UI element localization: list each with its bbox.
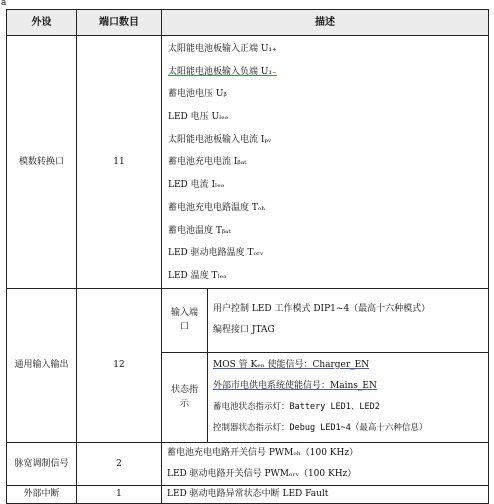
- header-description: 描述: [162, 10, 489, 36]
- adc-item: LED 驱动电路温度 Tₒᵣᵥ: [168, 248, 264, 259]
- adc-count: 11: [77, 36, 162, 289]
- table-row-irq: [7, 485, 489, 503]
- adc-item: 蓄电池充电电路温度 Tₒₕ: [168, 202, 266, 213]
- gpio-input-description: [208, 288, 489, 352]
- adc-item: LED 电压 Uₗₑₔ: [168, 112, 229, 123]
- header-peripheral: 外设: [7, 10, 77, 36]
- irq-name: 外部中断: [7, 485, 77, 503]
- gpio-input-item: 用户控制 LED 工作模式 DIP1~4（最高十六种模式）: [213, 304, 431, 315]
- header-port-count: 端口数目: [77, 10, 162, 36]
- gpio-status-description: [208, 352, 489, 442]
- gpio-status-label: 状态指示: [162, 352, 208, 442]
- pwm-item: 蓄电池充电电路开关信号 PWMₒₕ（100 KHz）: [167, 447, 359, 458]
- adc-name: 模数转换口: [7, 36, 77, 289]
- pwm-description: [162, 442, 489, 485]
- adc-item: 太阳能电池板输入负端 U₁₋: [168, 66, 277, 77]
- gpio-input-label: 输入端口: [162, 288, 208, 352]
- gpio-status-item: 蓄电池状态指示灯：Battery LED1、LED2: [213, 402, 380, 413]
- adc-description: [162, 36, 489, 289]
- gpio-count: 12: [77, 288, 162, 442]
- corner-mark: a: [1, 0, 7, 8]
- adc-item: LED 温度 Tₗₑₔ: [168, 270, 227, 281]
- gpio-status-item: MOS 管 Kₑₙ 使能信号：Charger_EN: [213, 360, 370, 371]
- adc-item: 蓄电池充电电流 Iᵦₐₜ: [168, 157, 247, 168]
- adc-item: 蓄电池电压 Uᵦ: [168, 89, 227, 100]
- pwm-count: 2: [77, 442, 162, 485]
- gpio-name: 通用输入输出: [7, 288, 77, 442]
- adc-item: 太阳能电池板输入正端 U₁₊: [168, 44, 277, 54]
- gpio-status-item: 外部市电供电系统使能信号：Mains_EN: [213, 381, 377, 392]
- irq-description: [162, 485, 489, 503]
- pwm-item: LED 驱动电路开关信号 PWMₒᵣᵥ（100 KHz）: [167, 468, 357, 479]
- adc-item: 蓄电池温度 Tᵦₐₜ: [168, 225, 231, 236]
- table-row-adc: [7, 36, 489, 289]
- adc-item: 太阳能电池板输入电流 Iₚᵥ: [168, 134, 272, 145]
- pwm-name: 脉宽调制信号: [7, 442, 77, 485]
- gpio-status-item: 控制器状态指示灯：Debug LED1~4（最高十六种信息）: [213, 423, 428, 434]
- irq-item: LED 驱动电路异常状态中断 LED Fault: [167, 489, 329, 500]
- table-row-pwm: [7, 442, 489, 485]
- irq-count: 1: [77, 485, 162, 503]
- table-row-gpio-input: [7, 288, 489, 352]
- table-header-row: [7, 10, 489, 36]
- adc-item: LED 电流 Iₗₑₔ: [168, 180, 225, 191]
- gpio-input-item: 编程接口 JTAG: [213, 325, 275, 336]
- peripheral-table: [6, 9, 489, 504]
